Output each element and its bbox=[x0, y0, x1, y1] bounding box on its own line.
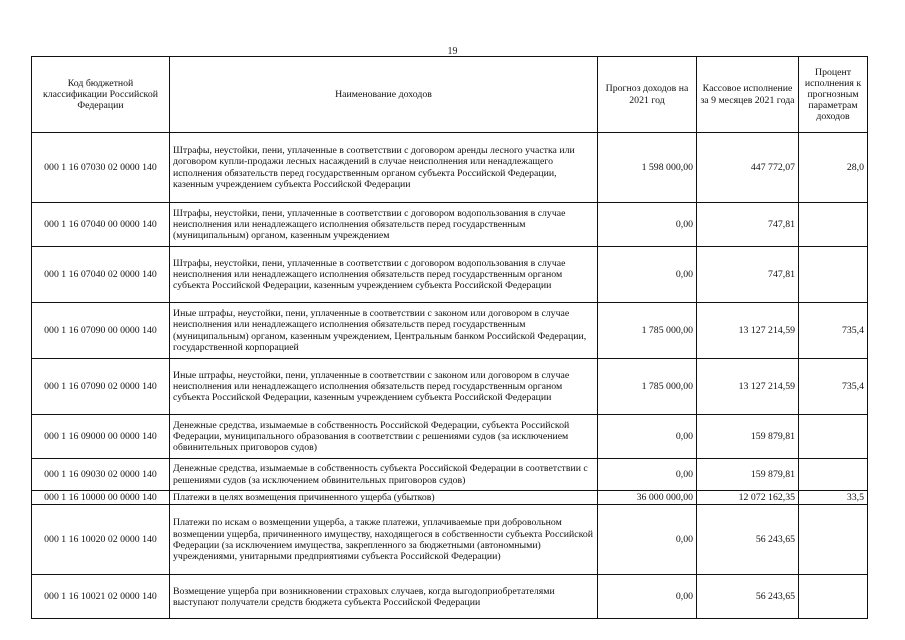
row-name: Иные штрафы, неустойки, пени, уплаченные в соответствии с законом или договором в случае неисполнения или ненадлежащего исполнения обязательств перед государственным (муниципальным) органом, казенным учреждением, Центральным банком Российской Федерации, государственной корпорацией bbox=[170, 303, 598, 359]
row-name: Иные штрафы, неустойки, пени, уплаченные в соответствии с законом или договором в случае неисполнения или ненадлежащего исполнения обязательств перед государственным органом субъекта Российской Федерации, казенным учреждением субъекта Российской Федерации bbox=[170, 359, 598, 415]
row-code: 000 1 16 07040 00 0000 140 bbox=[32, 203, 170, 247]
row-name: Штрафы, неустойки, пени, уплаченные в соответствии с договором водопользования в случае неисполнения или ненадлежащего исполнения обязательств перед государственным органом субъекта Российской Федерации, казенным учреждением субъекта Российской Федерации bbox=[170, 247, 598, 303]
row-forecast: 0,00 bbox=[598, 575, 697, 619]
row-forecast: 1 785 000,00 bbox=[598, 303, 697, 359]
row-actual: 159 879,81 bbox=[697, 459, 799, 491]
table-row bbox=[32, 133, 868, 203]
row-actual: 56 243,65 bbox=[697, 505, 799, 575]
header-percent: Процент исполнения к прогнозным параметрам доходов bbox=[799, 57, 868, 133]
row-percent: 735,4 bbox=[799, 359, 868, 415]
row-code: 000 1 16 07030 02 0000 140 bbox=[32, 133, 170, 203]
header-code: Код бюджетной классификации Российской Федерации bbox=[32, 57, 170, 133]
row-code: 000 1 16 09000 00 0000 140 bbox=[32, 415, 170, 459]
header-row bbox=[32, 57, 868, 133]
row-percent: 28,0 bbox=[799, 133, 868, 203]
row-actual: 747,81 bbox=[697, 203, 799, 247]
row-actual: 13 127 214,59 bbox=[697, 359, 799, 415]
row-actual: 447 772,07 bbox=[697, 133, 799, 203]
row-code: 000 1 16 10021 02 0000 140 bbox=[32, 575, 170, 619]
row-forecast: 0,00 bbox=[598, 247, 697, 303]
row-code: 000 1 16 07040 02 0000 140 bbox=[32, 247, 170, 303]
row-code: 000 1 16 07090 00 0000 140 bbox=[32, 303, 170, 359]
table-row bbox=[32, 203, 868, 247]
row-name: Платежи в целях возмещения причиненного ущерба (убытков) bbox=[170, 491, 598, 505]
row-percent bbox=[799, 505, 868, 575]
table-row bbox=[32, 415, 868, 459]
revenue-table bbox=[31, 56, 868, 619]
row-actual: 159 879,81 bbox=[697, 415, 799, 459]
row-name: Штрафы, неустойки, пени, уплаченные в соответствии с договором аренды лесного участка или договором купли-продажи лесных насаждений в случае неисполнения или ненадлежащего исполнения обязательств перед государственным органом субъекта Российской Федерации, казенным учреждением субъекта Российской Федерации bbox=[170, 133, 598, 203]
row-name: Денежные средства, изымаемые в собственность субъекта Российской Федерации в соответствии с решениями судов (за исключением обвинительных приговоров судов) bbox=[170, 459, 598, 491]
row-name: Денежные средства, изымаемые в собственность Российской Федерации, субъекта Российской Федерации, муниципального образования в соответствии с решениями судов (за исключением обвинительных приговоров судов) bbox=[170, 415, 598, 459]
page-number: 19 bbox=[447, 46, 458, 57]
table-row bbox=[32, 247, 868, 303]
row-percent bbox=[799, 415, 868, 459]
row-name: Возмещение ущерба при возникновении страховых случаев, когда выгодоприобретателями выступают получатели средств бюджета субъекта Российской Федерации bbox=[170, 575, 598, 619]
row-percent: 33,5 bbox=[799, 491, 868, 505]
row-forecast: 0,00 bbox=[598, 505, 697, 575]
row-percent: 735,4 bbox=[799, 303, 868, 359]
row-name: Платежи по искам о возмещении ущерба, а также платежи, уплачиваемые при добровольном возмещении ущерба, причиненного имуществу, находящегося в собственности субъекта Российской Федерации (за исключением имущества, закрепленного за бюджетными (автономными) учреждениями, унитарными предприятиями субъекта Российской Федерации) bbox=[170, 505, 598, 575]
row-percent bbox=[799, 247, 868, 303]
row-forecast: 36 000 000,00 bbox=[598, 491, 697, 505]
table-row bbox=[32, 359, 868, 415]
row-actual: 747,81 bbox=[697, 247, 799, 303]
row-forecast: 0,00 bbox=[598, 415, 697, 459]
header-forecast: Прогноз доходов на 2021 год bbox=[598, 57, 697, 133]
table-row bbox=[32, 303, 868, 359]
row-code: 000 1 16 09030 02 0000 140 bbox=[32, 459, 170, 491]
row-percent bbox=[799, 459, 868, 491]
table-row bbox=[32, 505, 868, 575]
row-forecast: 1 598 000,00 bbox=[598, 133, 697, 203]
row-forecast: 1 785 000,00 bbox=[598, 359, 697, 415]
table-row bbox=[32, 459, 868, 491]
row-code: 000 1 16 07090 02 0000 140 bbox=[32, 359, 170, 415]
table-row bbox=[32, 491, 868, 505]
row-forecast: 0,00 bbox=[598, 459, 697, 491]
row-code: 000 1 16 10020 02 0000 140 bbox=[32, 505, 170, 575]
row-percent bbox=[799, 203, 868, 247]
row-code: 000 1 16 10000 00 0000 140 bbox=[32, 491, 170, 505]
row-percent bbox=[799, 575, 868, 619]
header-actual: Кассовое исполнение за 9 месяцев 2021 года bbox=[697, 57, 799, 133]
table-row bbox=[32, 575, 868, 619]
row-actual: 12 072 162,35 bbox=[697, 491, 799, 505]
row-actual: 56 243,65 bbox=[697, 575, 799, 619]
row-actual: 13 127 214,59 bbox=[697, 303, 799, 359]
row-name: Штрафы, неустойки, пени, уплаченные в соответствии с договором водопользования в случае неисполнения или ненадлежащего исполнения обязательств перед государственным (муниципальным) органом, казенным учреждением bbox=[170, 203, 598, 247]
row-forecast: 0,00 bbox=[598, 203, 697, 247]
header-name: Наименование доходов bbox=[170, 57, 598, 133]
